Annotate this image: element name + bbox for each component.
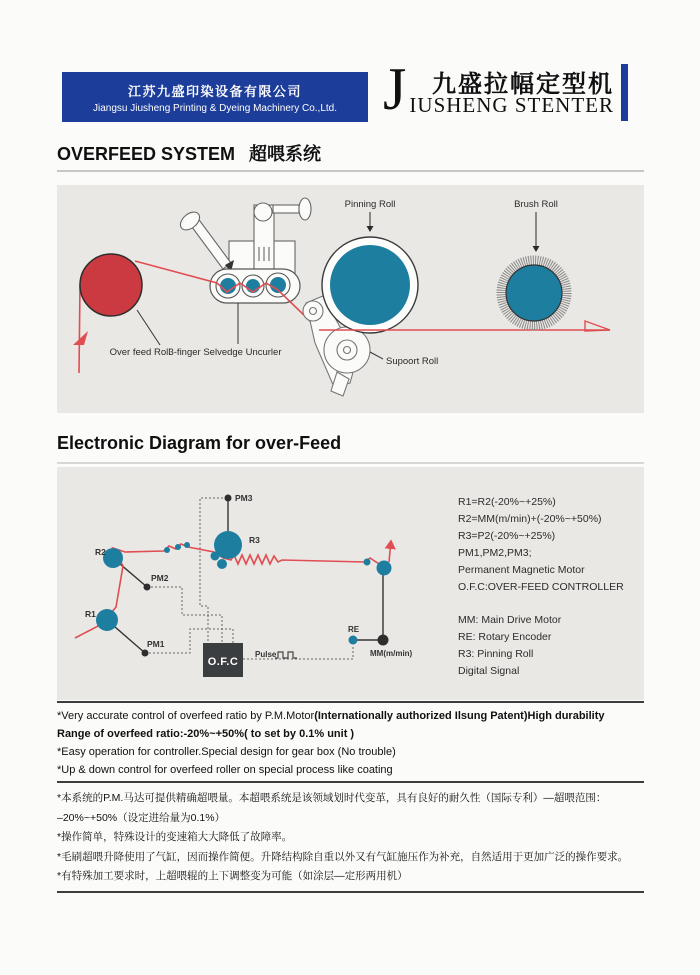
feature-en-line2: Range of overfeed ratio:-20%~+50%( to set by 0.1% unit ) xyxy=(57,728,355,740)
section-title-overfeed xyxy=(57,140,321,166)
label-r1: R1 xyxy=(85,609,96,619)
rotary-encoder-dot xyxy=(349,636,358,645)
formula-line: R2=MM(m/min)+(-20%~+50%) xyxy=(458,513,602,525)
motor-pm3-dot xyxy=(225,495,232,502)
section-title-electronic-text: Electronic Diagram for over-Feed xyxy=(57,433,342,453)
logo-initial: J xyxy=(383,56,407,122)
fabric-flag-left-icon xyxy=(73,331,88,345)
overfeed-system-diagram xyxy=(57,185,644,413)
overfeed-roll-label: Over feed Roll xyxy=(109,347,171,358)
legend-line: R3: Pinning Roll xyxy=(458,648,534,660)
label-pm3: PM3 xyxy=(235,493,253,503)
pinning-roll xyxy=(330,245,410,325)
roller-r3-idler xyxy=(211,552,220,561)
wire-pm3-to-ofc xyxy=(200,498,223,643)
formula-line: R3=P2(-20%~+25%) xyxy=(458,530,556,542)
brand-name-chinese: 九盛拉幅定型机 xyxy=(432,71,614,98)
fabric-path-exit-arrow xyxy=(389,541,391,562)
overfeed-roll xyxy=(80,254,142,316)
feature-en-line1-normal: *Very accurate control of overfeed ratio by P.M.Motor xyxy=(57,710,315,722)
legend-line: RE: Rotary Encoder xyxy=(458,631,552,643)
support-roll-pivot xyxy=(303,301,323,321)
features-english xyxy=(57,707,647,779)
guide-dot xyxy=(175,544,181,550)
brush-roll-label: Brush Roll xyxy=(514,199,558,210)
brand-accent-bar xyxy=(621,64,628,121)
formula-line: Permanent Magnetic Motor xyxy=(458,564,585,576)
company-name-chinese: 江苏九盛印染设备有限公司 xyxy=(127,83,302,99)
brand-name-english: IUSHENG STENTER xyxy=(409,93,614,117)
legend-line: MM: Main Drive Motor xyxy=(458,614,562,626)
feature-zh-line2: –20%~+50%（设定进给量为0.1%） xyxy=(57,811,226,824)
ofc-controller-label: O.F.C xyxy=(207,656,239,668)
feature-zh-line1: *本系统的P.M.马达可提供精确超喂量。本超喂系统是该领域划时代变革，具有良好的耐久性（国际专利）—超喂范围： xyxy=(57,792,607,804)
section-title-overfeed-zh: 超喂系统 xyxy=(249,144,322,164)
divider-under-title2 xyxy=(57,462,644,464)
feature-zh-line5: *有特殊加工要求时，上超喂辊的上下调整变为可能（如涂层—定形两用机） xyxy=(57,870,408,882)
overfeed-system-drawing xyxy=(57,185,644,413)
divider-3 xyxy=(57,891,644,893)
label-pm1: PM1 xyxy=(147,639,165,649)
electronic-diagram-notes xyxy=(458,494,638,680)
main-motor-dot xyxy=(378,635,389,646)
company-name-english: Jiangsu Jiusheng Printing & Dyeing Machinery Co.,Ltd. xyxy=(92,102,338,114)
label-pm2: PM2 xyxy=(151,573,169,583)
guide-dot-right xyxy=(364,559,371,566)
feature-en-line1 xyxy=(57,707,647,725)
divider-2 xyxy=(57,781,644,783)
company-name-banner xyxy=(62,72,368,122)
uncurler-label: 3-finger Selvedge Uncurler xyxy=(168,347,282,358)
finger-roller xyxy=(246,279,260,293)
label-pulse: Pulse xyxy=(255,650,277,659)
wire-pm2-to-ofc xyxy=(151,587,222,643)
support-roll xyxy=(324,327,370,373)
section-title-overfeed-en: OVERFEED SYSTEM xyxy=(57,144,236,164)
divider-1 xyxy=(57,701,644,703)
feature-en-line1-bold: (Internationally authorized Ilsung Patent)High durability xyxy=(314,710,605,722)
overfeed-roll-pointer xyxy=(137,310,160,345)
uncurler-arm xyxy=(273,205,299,213)
feature-en-line3: *Easy operation for controller.Special design for gear box (No trouble) xyxy=(57,746,396,758)
uncurler-knob xyxy=(299,198,311,220)
motor-pm2-dot xyxy=(144,584,151,591)
guide-dot xyxy=(164,547,170,553)
roller-pinning xyxy=(377,561,392,576)
roller-r2 xyxy=(103,548,123,568)
uncurler-joint xyxy=(254,203,272,221)
roller-r1 xyxy=(96,609,118,631)
pinning-roll-label: Pinning Roll xyxy=(344,199,396,210)
roller-r3-idler2 xyxy=(217,559,227,569)
brush-roll xyxy=(506,265,562,321)
label-r2: R2 xyxy=(95,547,106,557)
support-roll-pointer xyxy=(370,352,383,359)
label-re: RE xyxy=(348,625,360,634)
label-r3: R3 xyxy=(249,535,260,545)
feature-zh-line3: *操作简单，特殊设计的变速箱大大降低了故障率。 xyxy=(57,831,293,843)
guide-dot xyxy=(184,542,190,548)
formula-line: R1=R2(-20%~+25%) xyxy=(458,496,556,508)
formula-line: O.F.C:OVER-FEED CONTROLLER xyxy=(458,581,624,593)
feature-en-line4: *Up & down control for overfeed roller on special process like coating xyxy=(57,764,393,776)
formula-line: PM1,PM2,PM3; xyxy=(458,547,532,559)
divider-under-title1 xyxy=(57,170,644,172)
legend-group xyxy=(458,612,638,680)
fabric-path-spring xyxy=(223,555,383,566)
motor-pm1-dot xyxy=(142,650,149,657)
pulse-wave-icon xyxy=(275,652,297,658)
support-roll-label: Supoort Roll xyxy=(386,356,439,367)
feature-zh-line4: *毛刷超喂升降使用了气缸，因而操作简便。升降结构除自重以外又有气缸施压作为补充，自然适用于更加广泛的操作要求。 xyxy=(57,850,629,863)
features-chinese xyxy=(57,789,647,887)
legend-line: Digital Signal xyxy=(458,665,520,677)
label-mm: MM(m/min) xyxy=(370,649,413,658)
section-title-electronic xyxy=(57,433,341,454)
